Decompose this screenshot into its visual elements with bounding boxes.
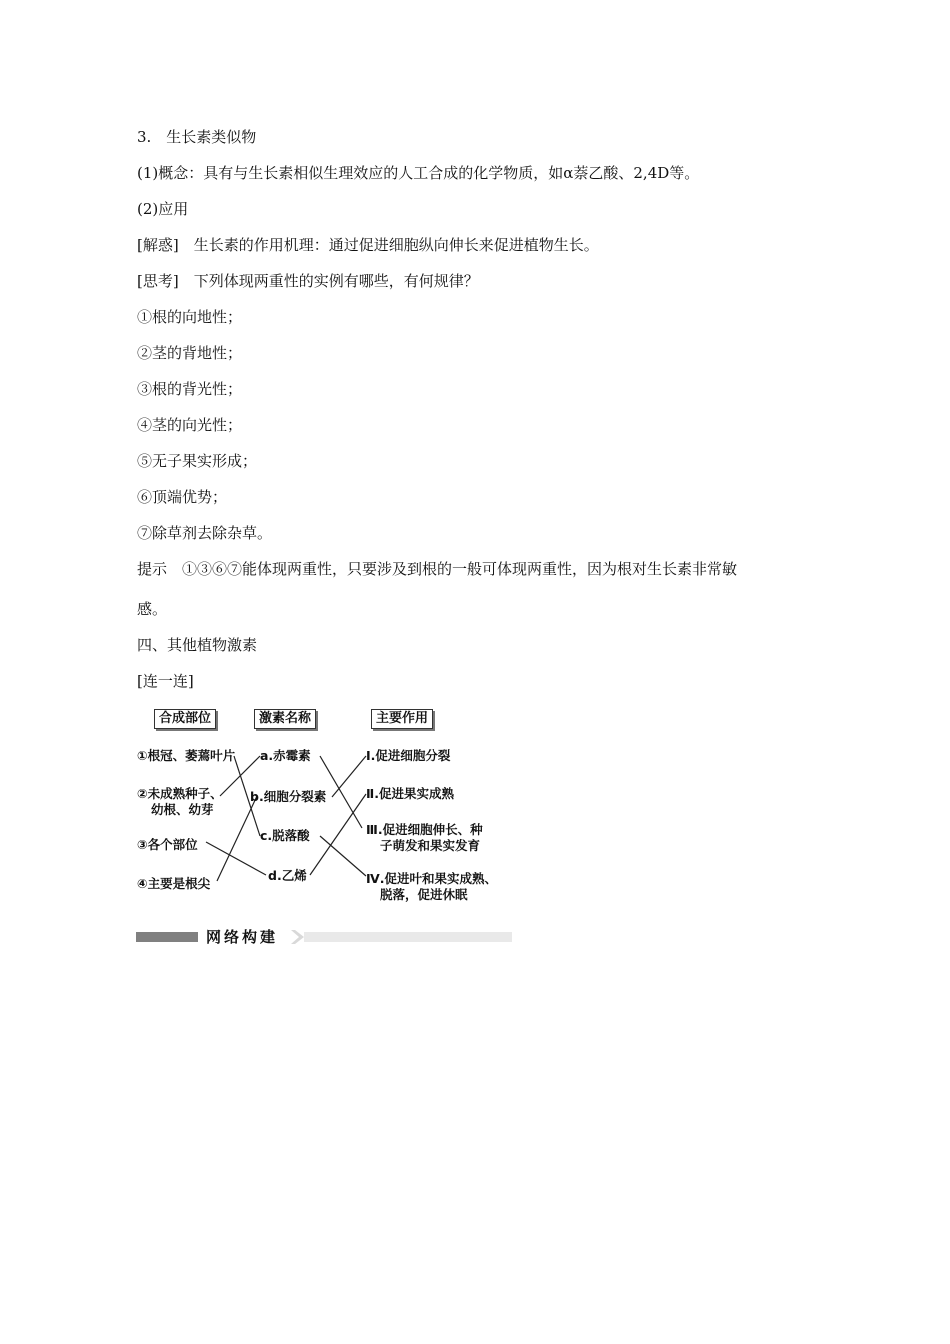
effect-item-continued: 脱落，促进休眠 bbox=[380, 887, 468, 902]
hormone-item: c.脱落酸 bbox=[260, 828, 310, 843]
effect-item: Ⅱ.促进果实成熟 bbox=[366, 786, 454, 801]
hormone-matching-diagram bbox=[134, 704, 514, 914]
header-effect: 主要作用 bbox=[371, 709, 433, 729]
effect-item: Ⅳ.促进叶和果实成熟、 bbox=[366, 871, 497, 886]
effect-item-continued: 子萌发和果实发育 bbox=[380, 838, 481, 853]
header-hormone: 激素名称 bbox=[254, 709, 316, 729]
application-heading: (2)应用 bbox=[137, 200, 189, 218]
site-item: ②未成熟种子、 bbox=[137, 786, 223, 801]
banner-light-bar bbox=[304, 932, 512, 942]
network-construction-banner bbox=[136, 929, 512, 945]
hint-text-continued: 感。 bbox=[137, 600, 168, 618]
list-item: ⑤无子果实形成； bbox=[137, 452, 258, 470]
site-item: ③各个部位 bbox=[137, 837, 198, 852]
effect-item: Ⅲ.促进细胞伸长、种 bbox=[366, 822, 483, 837]
matching-heading: [连一连] bbox=[137, 672, 194, 690]
hormone-item: d.乙烯 bbox=[268, 868, 307, 883]
hormone-item: a.赤霉素 bbox=[260, 748, 311, 763]
explanation-text: [解惑] 生长素的作用机理：通过促进细胞纵向伸长来促进植物生长。 bbox=[137, 236, 599, 254]
hormone-item: b.细胞分裂素 bbox=[250, 789, 327, 804]
question-text: [思考] 下列体现两重性的实例有哪些，有何规律？ bbox=[137, 272, 479, 290]
list-item: ①根的向地性； bbox=[137, 308, 243, 326]
list-item: ④茎的向光性； bbox=[137, 416, 243, 434]
list-item: ⑦除草剂去除杂草。 bbox=[137, 524, 273, 542]
section-heading: 四、其他植物激素 bbox=[137, 636, 258, 654]
effect-item: Ⅰ.促进细胞分裂 bbox=[366, 748, 451, 763]
list-item: ②茎的背地性； bbox=[137, 344, 243, 362]
header-site: 合成部位 bbox=[154, 709, 216, 729]
heading-auxin-analogs: 3. 生长素类似物 bbox=[137, 128, 257, 146]
hint-text: 提示 ①③⑥⑦能体现两重性，只要涉及到根的一般可体现两重性，因为根对生长素非常敏 bbox=[137, 560, 738, 578]
banner-title: 网络构建 bbox=[206, 928, 279, 946]
arrow-icon bbox=[291, 929, 305, 945]
site-item-continued: 幼根、幼芽 bbox=[151, 802, 214, 817]
banner-dark-bar bbox=[136, 932, 198, 942]
site-item: ①根冠、萎蔫叶片 bbox=[137, 748, 236, 763]
list-item: ⑥顶端优势； bbox=[137, 488, 228, 506]
site-item: ④主要是根尖 bbox=[137, 876, 211, 891]
concept-text: (1)概念：具有与生长素相似生理效应的人工合成的化学物质，如α萘乙酸、2,4D等。 bbox=[137, 164, 700, 182]
list-item: ③根的背光性； bbox=[137, 380, 243, 398]
